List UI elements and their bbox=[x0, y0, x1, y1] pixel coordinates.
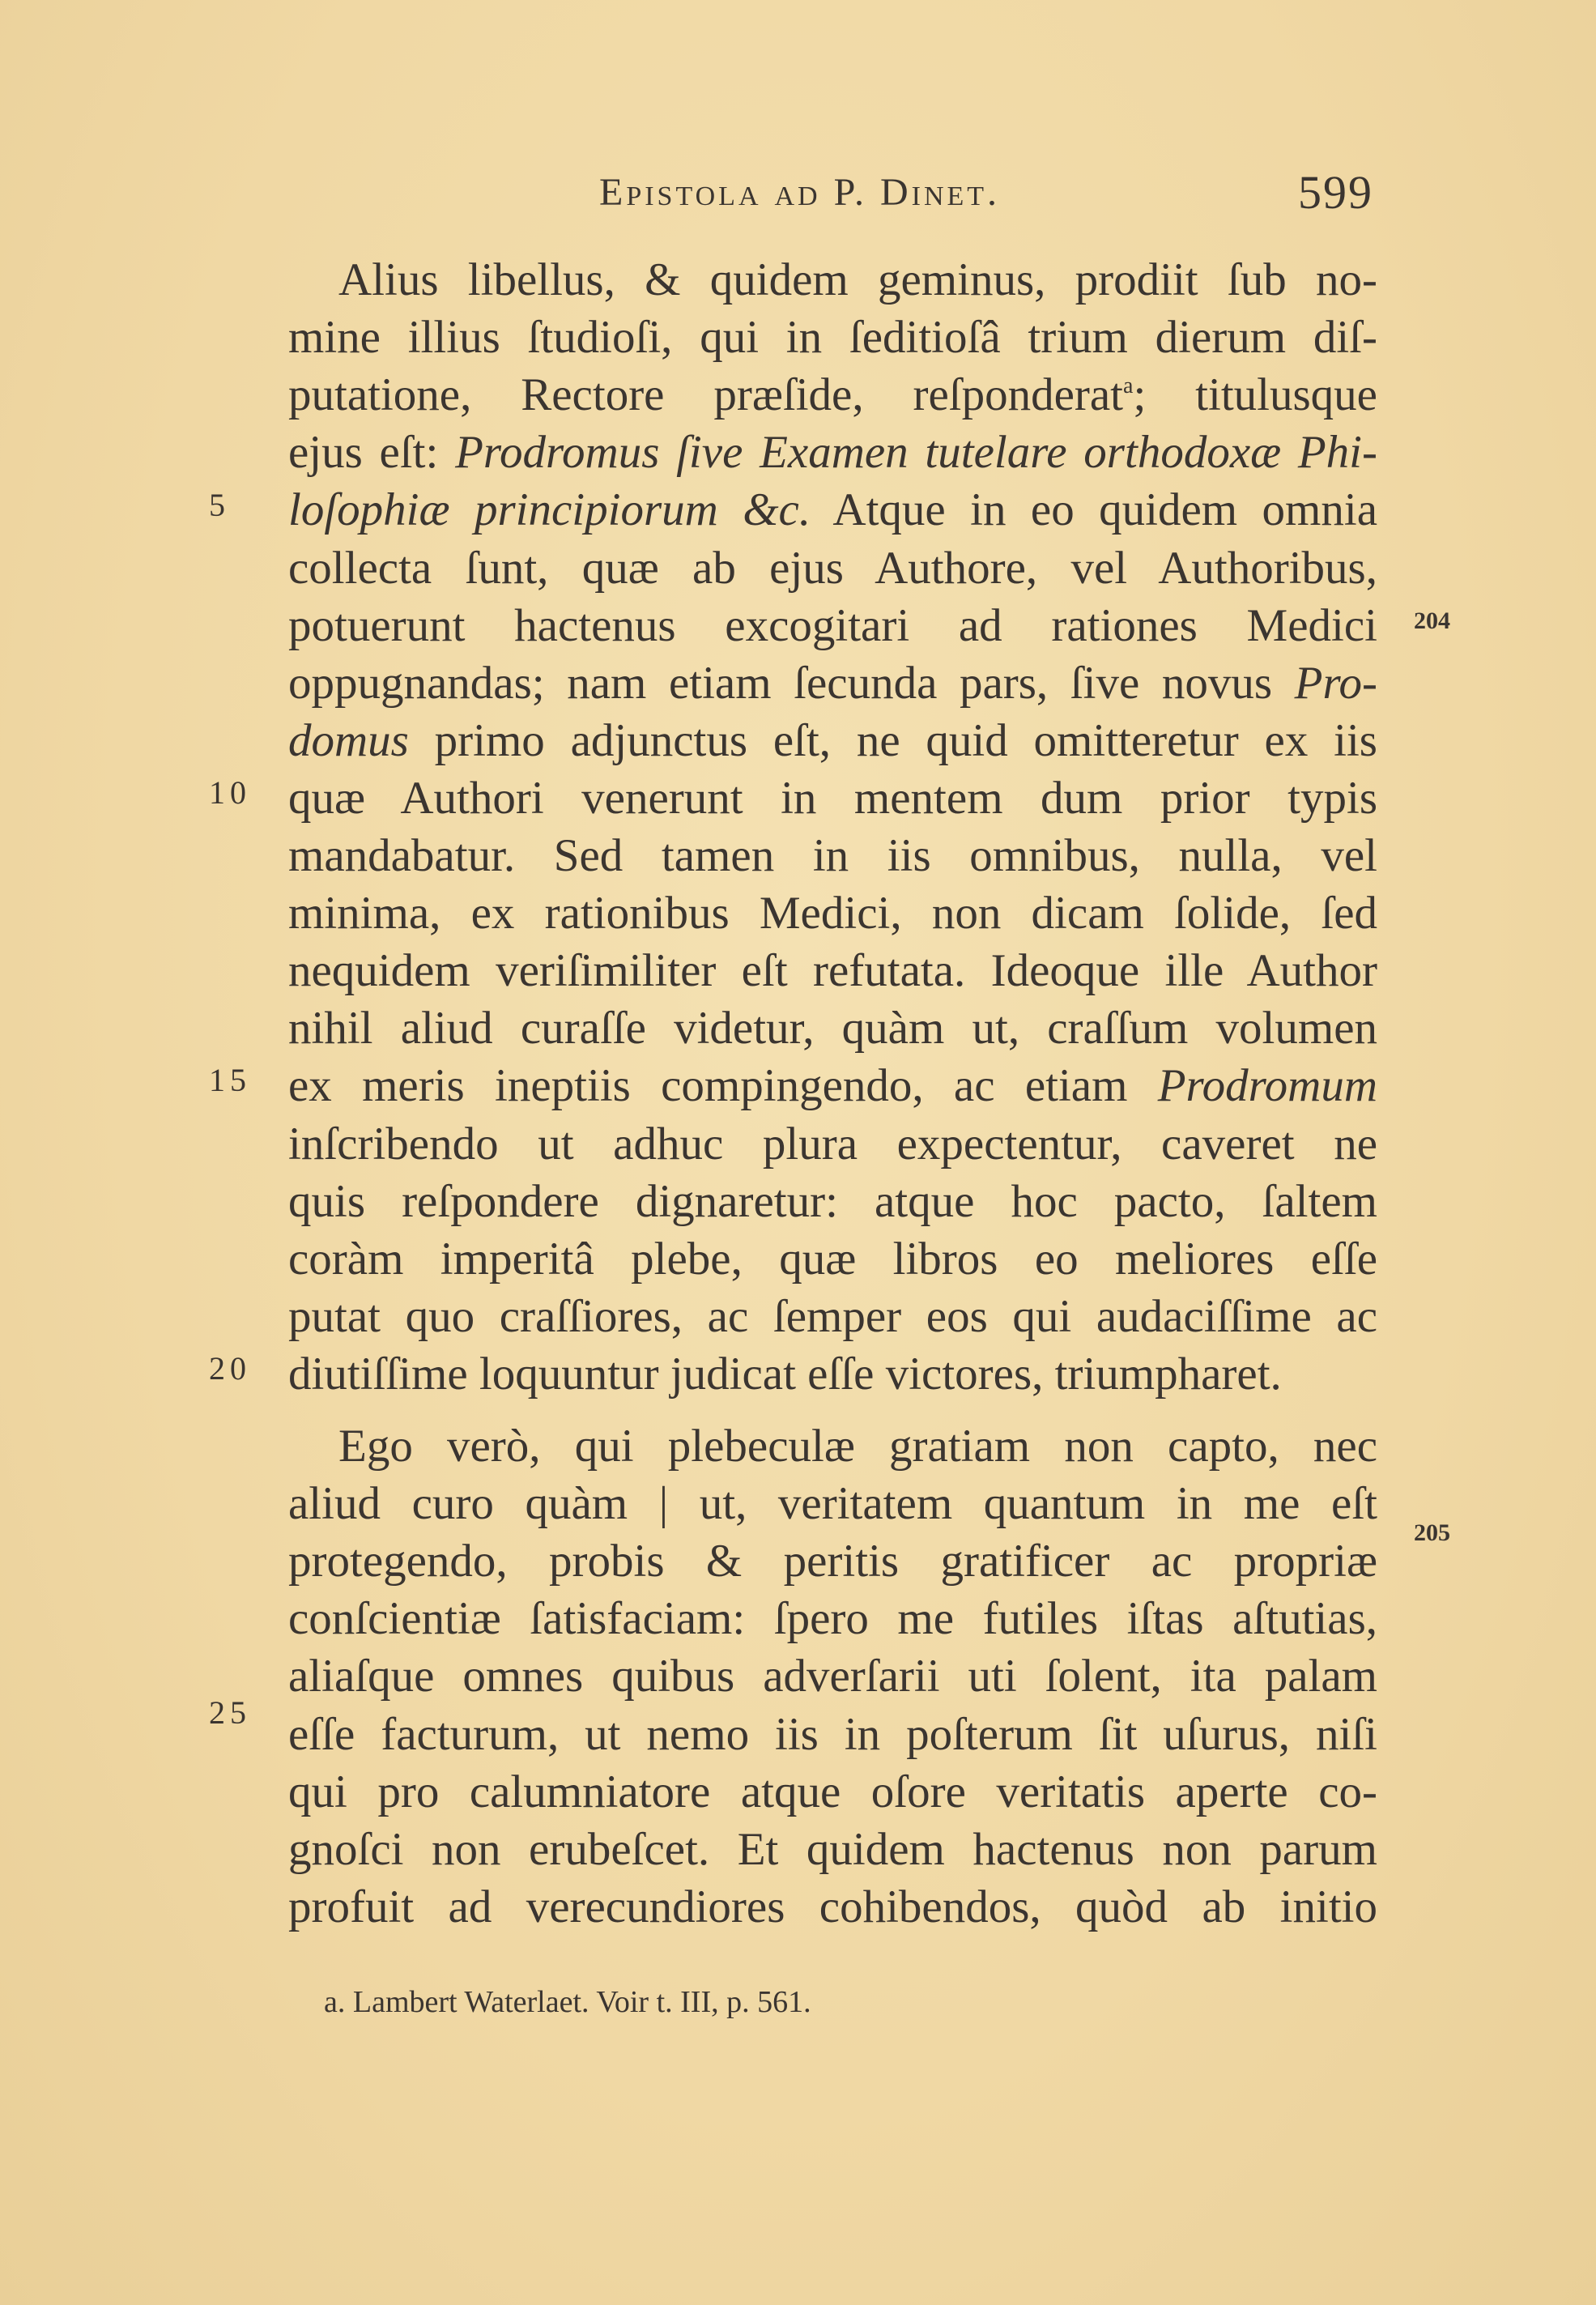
text-span: oppugnandas; nam etiam ſecunda pars, ſive novus bbox=[288, 657, 1295, 709]
text-span: nihil aliud curaſſe videtur, quàm ut, craſſum volumen bbox=[288, 1003, 1377, 1055]
text-line bbox=[288, 942, 1377, 1000]
text-line bbox=[288, 597, 1377, 655]
text-line bbox=[288, 1173, 1377, 1231]
page-number: 599 bbox=[1298, 166, 1373, 219]
text-span: Prodromus ſive Examen tutelare orthodoxæ Phi- bbox=[455, 427, 1377, 479]
text-span: conſcientiæ ſatisfaciam: ſpero me futiles iſtas aſtutias, bbox=[288, 1593, 1377, 1645]
text-span: Atque in eo quidem omnia bbox=[811, 484, 1378, 536]
margin-ref-204: 204 bbox=[1414, 607, 1450, 634]
text-line bbox=[288, 712, 1377, 770]
text-span: mandabatur. Sed tamen in iis omnibus, nulla, vel bbox=[288, 830, 1377, 881]
text-line bbox=[288, 1878, 1377, 1936]
text-line bbox=[288, 769, 1377, 828]
text-span: Alius libellus, & quidem geminus, prodiit ſub no- bbox=[338, 254, 1377, 305]
text-line bbox=[288, 1115, 1377, 1174]
text-line bbox=[288, 309, 1377, 367]
text-span: profuit ad verecundiores cohibendos, quòd ab initio bbox=[288, 1881, 1377, 1932]
text-line bbox=[288, 1417, 1377, 1476]
text-line bbox=[288, 1230, 1377, 1289]
text-line bbox=[288, 1345, 1377, 1404]
text-line bbox=[288, 1475, 1377, 1533]
text-span: ; titulusque bbox=[1133, 369, 1377, 421]
text-line bbox=[288, 1763, 1377, 1821]
footnote: a. Lambert Waterlaet. Voir t. III, p. 561. bbox=[324, 1985, 811, 2019]
line-number-10: 10 bbox=[209, 774, 251, 811]
text-line bbox=[288, 1647, 1377, 1706]
text-span: eſſe facturum, ut nemo iis in poſterum ſit uſurus, niſi bbox=[288, 1708, 1377, 1760]
text-line bbox=[288, 424, 1377, 482]
text-span: gnoſci non erubeſcet. Et quidem hactenus non parum bbox=[288, 1823, 1377, 1875]
text-line bbox=[288, 1057, 1377, 1115]
text-line bbox=[288, 539, 1377, 598]
text-span: domus bbox=[288, 714, 409, 766]
text-span: mine illius ſtudioſi, qui in ſeditioſâ trium dierum diſ- bbox=[288, 312, 1377, 364]
text-line bbox=[288, 1821, 1377, 1879]
text-span: Pro- bbox=[1294, 657, 1377, 709]
text-span: Ego verò, qui plebeculæ gratiam non capto, nec bbox=[338, 1421, 1377, 1472]
text-span: nequidem veriſimiliter eſt refutata. Ideoque ille Author bbox=[288, 945, 1377, 997]
text-span: protegendo, probis & peritis gratificer ac propriæ bbox=[288, 1536, 1377, 1587]
text-span: putatione, Rectore præſide, reſponderat bbox=[288, 369, 1123, 421]
text-span: diutiſſime loquuntur judicat eſſe victores, triumpharet. bbox=[288, 1348, 1282, 1400]
line-number-5: 5 bbox=[209, 487, 230, 523]
text-line bbox=[288, 366, 1377, 424]
text-span: loſophiæ principiorum &c. bbox=[288, 484, 811, 536]
line-number-20: 20 bbox=[209, 1350, 251, 1387]
line-number-15: 15 bbox=[209, 1062, 251, 1098]
text-span: minima, ex rationibus Medici, non dicam ſolide, ſed bbox=[288, 888, 1377, 939]
text-span: primo adjunctus eſt, ne quid omitteretur ex iis bbox=[408, 714, 1377, 766]
text-line bbox=[288, 1288, 1377, 1346]
text-span: ejus eſt: bbox=[288, 427, 456, 479]
text-line bbox=[288, 654, 1377, 713]
text-span: aliud curo quàm | ut, veritatem quantum in me eſt bbox=[288, 1478, 1377, 1530]
text-span: potuerunt hactenus excogitari ad rationes Medici bbox=[288, 599, 1377, 651]
text-span: aliaſque omnes quibus adverſarii uti ſolent, ita palam bbox=[288, 1651, 1377, 1702]
text-line bbox=[288, 884, 1377, 943]
text-line bbox=[288, 1590, 1377, 1648]
text-span: coràm imperitâ plebe, quæ libros eo meliores eſſe bbox=[288, 1233, 1377, 1285]
text-line bbox=[288, 251, 1377, 309]
text-line bbox=[288, 1532, 1377, 1591]
text-span: quæ Authori venerunt in mentem dum prior typis bbox=[288, 772, 1377, 824]
line-number-25: 25 bbox=[209, 1694, 251, 1731]
text-span: qui pro calumniatore atque oſore veritatis aperte co- bbox=[288, 1766, 1377, 1817]
footnote-marker: a bbox=[1123, 373, 1134, 399]
text-span: collecta ſunt, quæ ab ejus Authore, vel Authoribus, bbox=[288, 542, 1377, 594]
text-span: ex meris ineptiis compingendo, ac etiam bbox=[288, 1060, 1158, 1112]
text-line bbox=[288, 481, 1377, 539]
running-title: Epistola ad P. Dinet. bbox=[599, 171, 1001, 214]
text-line bbox=[288, 999, 1377, 1058]
text-span: quis reſpondere dignaretur: atque hoc pacto, ſaltem bbox=[288, 1175, 1377, 1227]
text-span: Prodromum bbox=[1157, 1060, 1377, 1112]
running-header bbox=[599, 165, 1377, 230]
margin-ref-205: 205 bbox=[1414, 1519, 1450, 1546]
text-line bbox=[288, 827, 1377, 885]
text-span: inſcribendo ut adhuc plura expectentur, caveret ne bbox=[288, 1118, 1377, 1170]
text-span: putat quo craſſiores, ac ſemper eos qui audaciſſime ac bbox=[288, 1290, 1377, 1342]
text-line bbox=[288, 1706, 1377, 1764]
